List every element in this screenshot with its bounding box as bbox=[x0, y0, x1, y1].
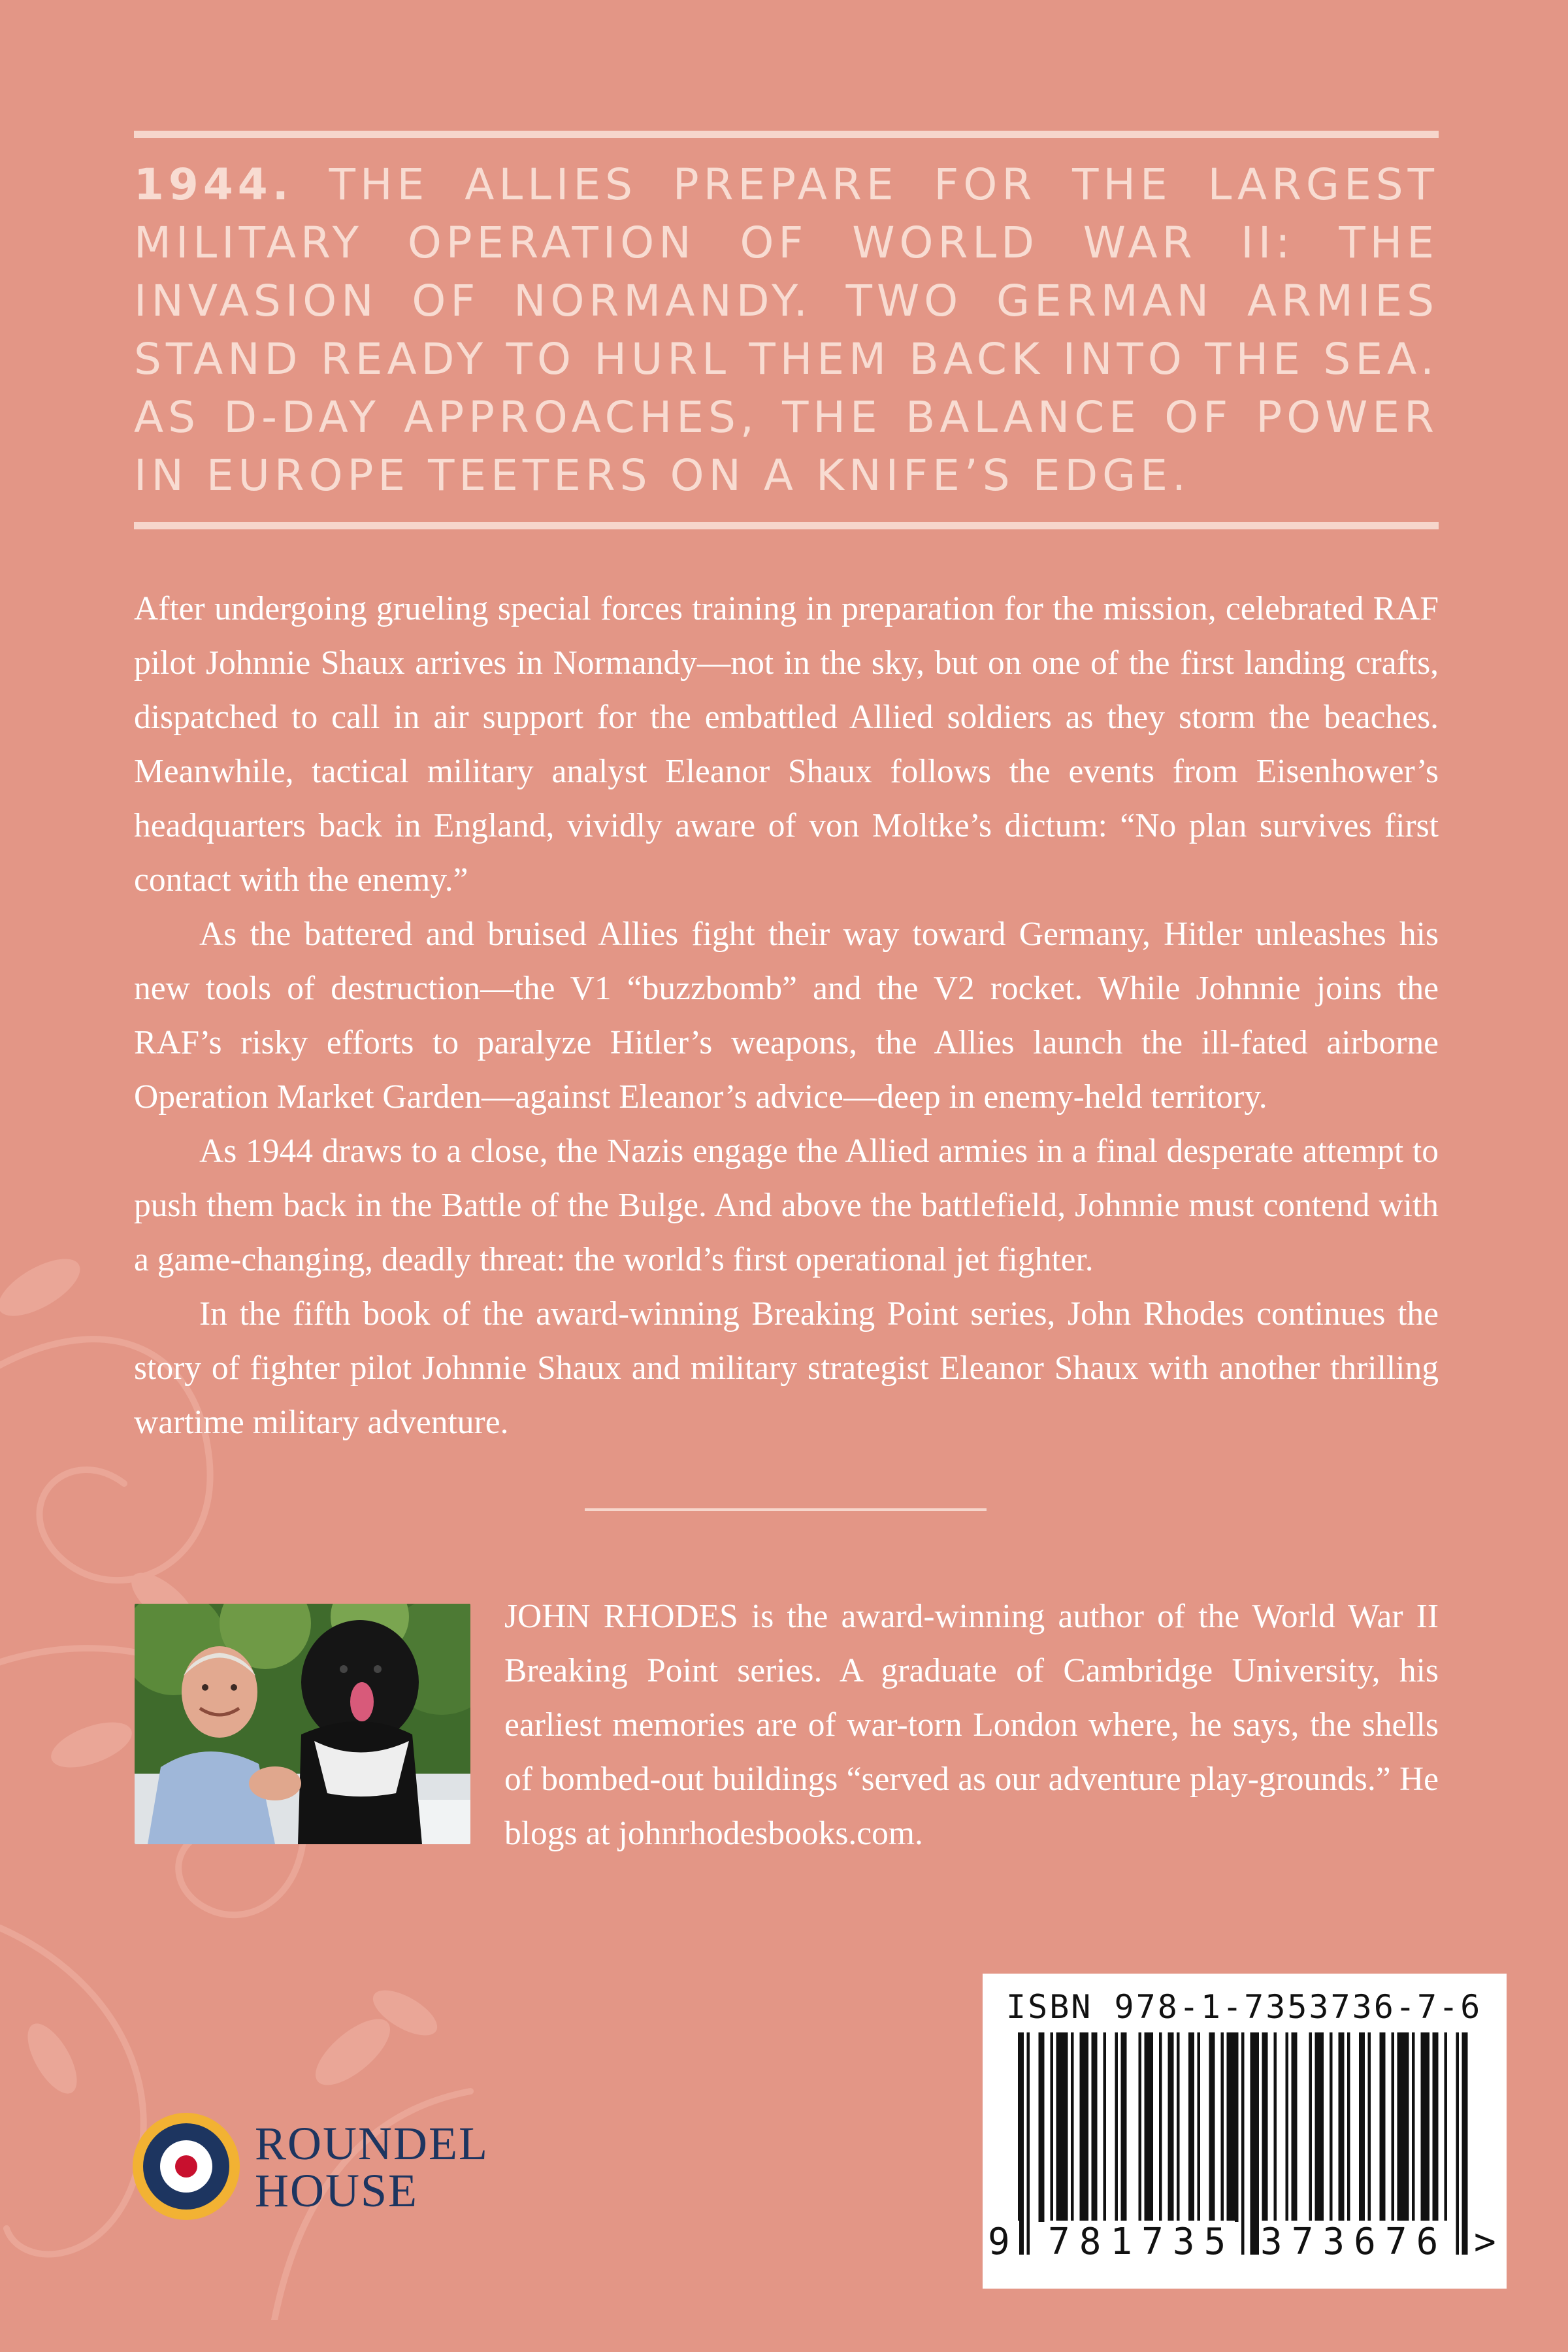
top-divider-rule bbox=[134, 131, 1439, 138]
barcode-first-digit: 9 bbox=[988, 2221, 1019, 2263]
book-blurb bbox=[134, 582, 1439, 1449]
cover-tagline bbox=[134, 156, 1439, 505]
short-divider-rule bbox=[585, 1508, 987, 1511]
blurb-paragraph: After undergoing grueling special forces training in preparation for the mission, celebrated RAF pilot Johnnie Shaux arrives in Normandy—not in the sky, but on one of the first landing crafts, dispatched to call in air support for the embattled Allied soldiers as they storm the beaches. Meanwhile, tactical military analyst Eleanor Shaux follows the events from Eisenhower’s headquarters back in England, vividly aware of von Moltke’s dictum: “No plan survives first contact with the enemy.” bbox=[134, 590, 1439, 899]
tagline-text: THE ALLIES PREPARE FOR THE LARGEST MILITARY OPERATION OF WORLD WAR II: THE INVASION OF NORMANDY. TWO GERMAN ARMIES STAND READY TO HURL THEM BACK INTO THE SEA. AS D-DAY APPROACHES, THE BALANCE OF POWER IN EUROPE TEETERS ON A KNIFE’S EDGE. bbox=[134, 159, 1439, 501]
roundel-icon bbox=[131, 2111, 242, 2222]
blurb-paragraph: As the battered and bruised Allies fight their way toward Germany, Hitler unleashes his new tools of destruction—the V1 “buzzbomb” and the V2 rocket. While Johnnie joins the RAF’s risky efforts to paralyze Hitler’s weapons, the Allies launch the ill-fated airborne Operation Market Garden—against Eleanor’s advice—deep in enemy-held territory. bbox=[134, 916, 1439, 1116]
publisher-name: ROUNDEL HOUSE bbox=[255, 2117, 489, 2217]
barcode-end-mark: > bbox=[1474, 2221, 1496, 2263]
blurb-paragraph: As 1944 draws to a close, the Nazis engage the Allied armies in a final desperate attempt to push them back in the Battle of the Bulge. And above the battlefield, Johnnie must contend with a game-changing, deadly threat: the world’s first operational jet fighter. bbox=[134, 1133, 1439, 1278]
tagline-year: 1944. bbox=[134, 159, 293, 210]
isbn-barcode bbox=[983, 1974, 1507, 2289]
middle-divider-rule bbox=[134, 522, 1439, 529]
publisher-logo bbox=[131, 2111, 510, 2222]
author-bio: JOHN RHODES is the award-winning author of the World War II Breaking Point series. A graduate of Cambridge University, his earliest memories are of war-torn London where, he says, the shells of bombed-out buildings “served as our adventure play-grounds.” He blogs at johnrhodesbooks.com. bbox=[504, 1598, 1439, 1852]
isbn-number: ISBN 978-1-7353736-7-6 bbox=[1006, 1988, 1482, 2026]
author-photo bbox=[135, 1604, 470, 1844]
blurb-paragraph: In the fifth book of the award-winning Breaking Point series, John Rhodes continues the story of fighter pilot Johnnie Shaux and military strategist Eleanor Shaux with another thrilling wartime military adventure. bbox=[134, 1295, 1439, 1441]
barcode-left-digits: 781735 bbox=[1048, 2221, 1235, 2263]
barcode-right-digits: 373676 bbox=[1260, 2221, 1448, 2263]
